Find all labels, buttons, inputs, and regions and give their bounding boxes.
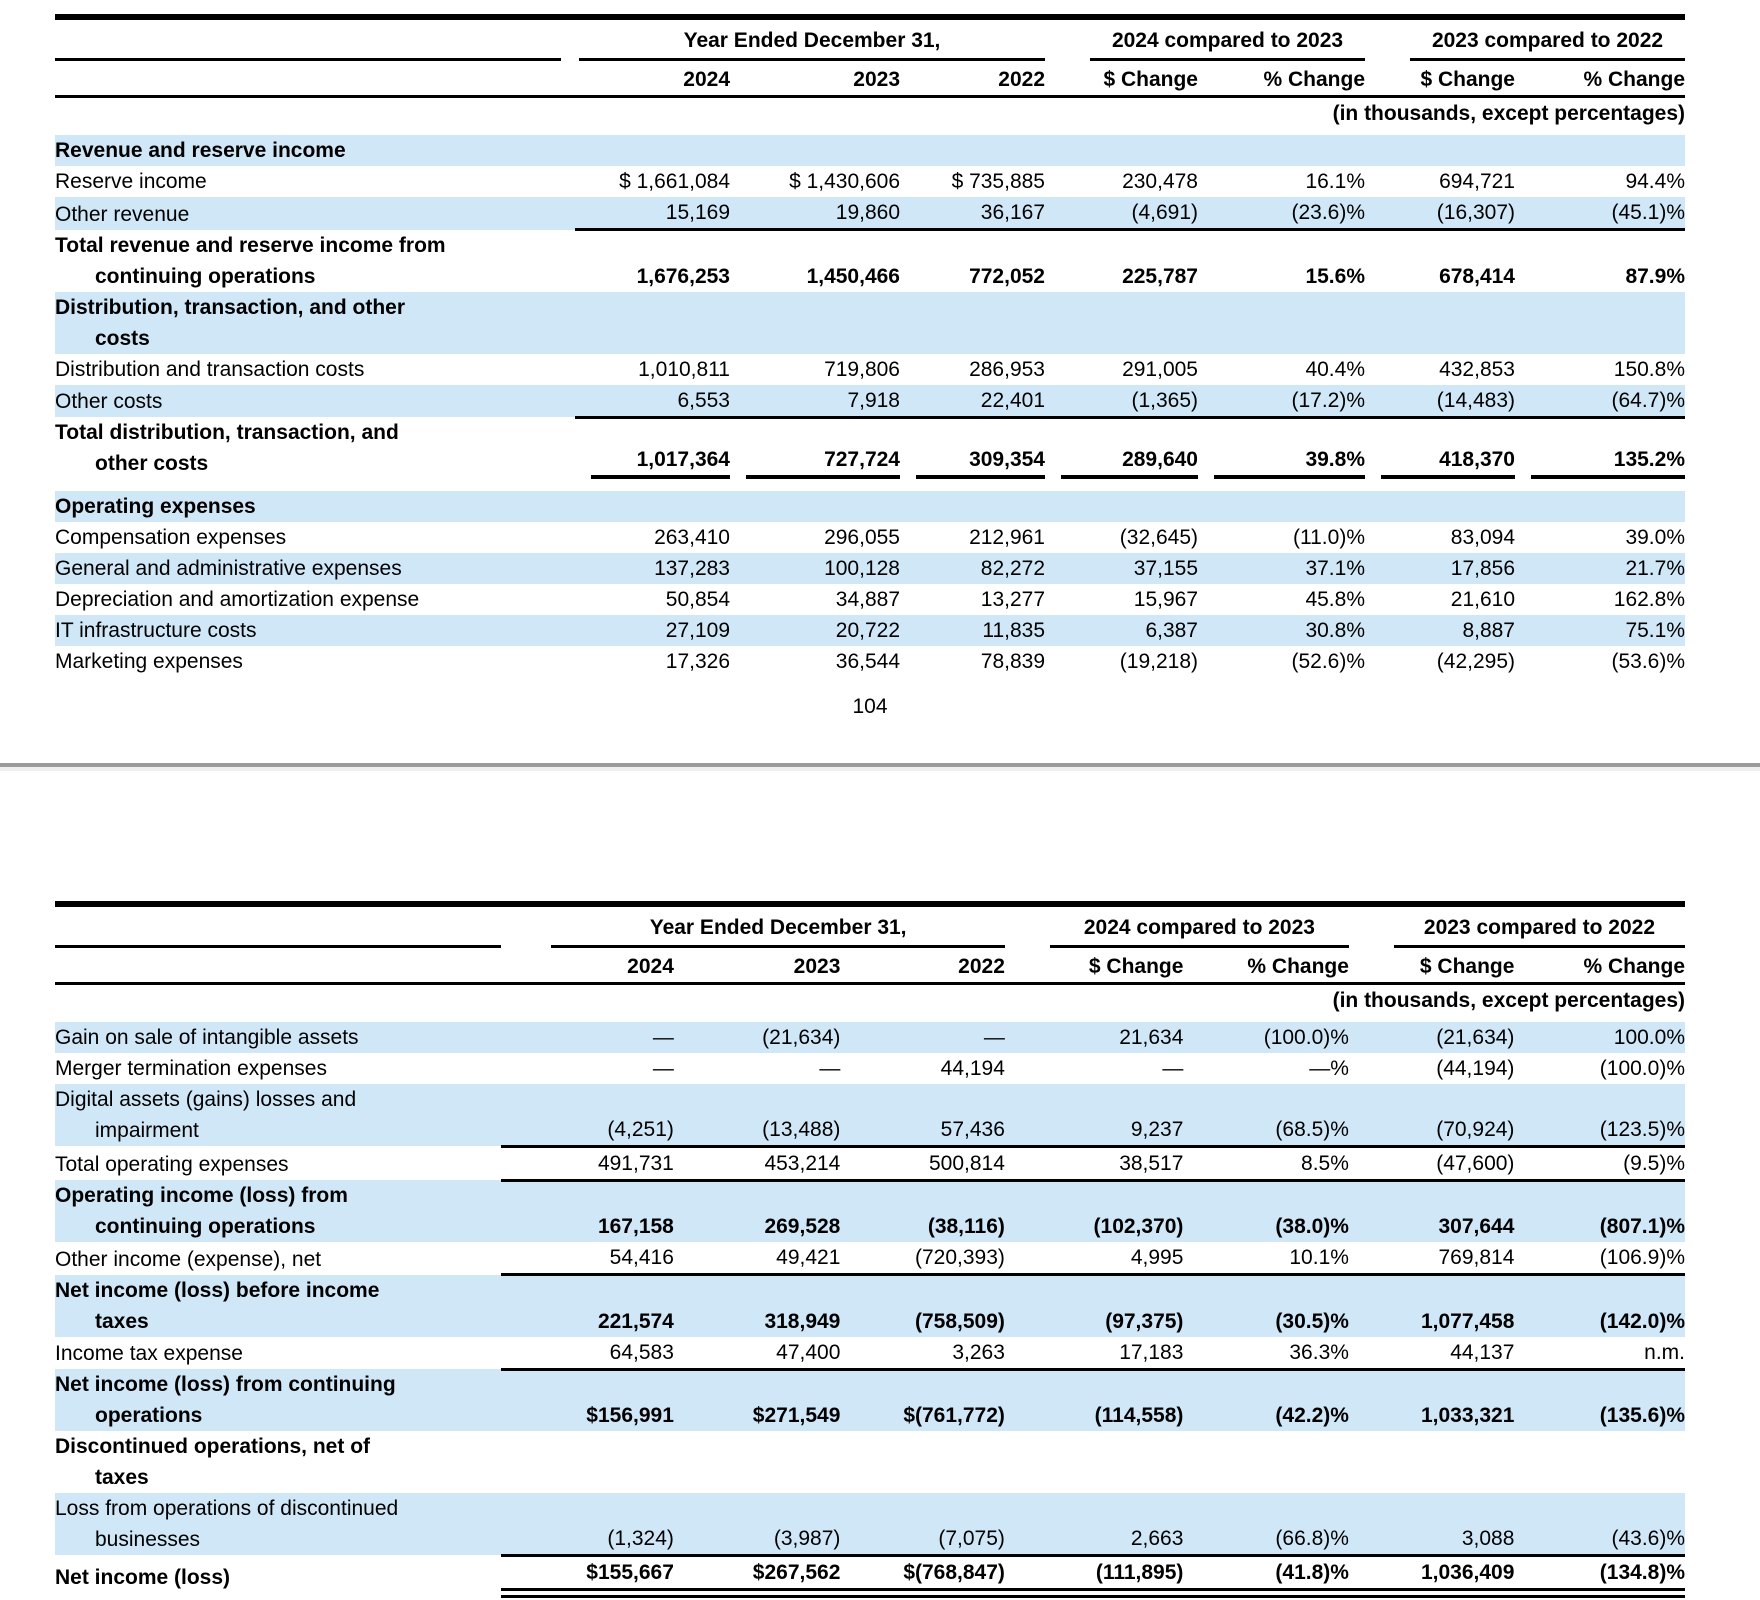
value-cell: 54,416 [501, 1242, 674, 1275]
value-cell: 20,722 [835, 619, 900, 642]
column-group-label: 2024 compared to 2023 [1090, 26, 1365, 61]
value-underlined: 1,017,364 [591, 444, 730, 479]
value-cell: (758,509) [914, 1309, 1005, 1333]
value-cell [575, 417, 730, 485]
value-cell: (142.0)% [1599, 1309, 1685, 1333]
value-cell: (14,483) [1365, 385, 1515, 418]
value-cell: (53.6)% [1611, 650, 1685, 673]
column-group-header [1045, 17, 1365, 61]
table-row [55, 1493, 1685, 1555]
table-row [55, 553, 1685, 584]
column-header: 2023 [674, 948, 841, 984]
row-label-line: Operating income (loss) from [55, 1184, 348, 1207]
value-cell: (16,307) [1365, 197, 1515, 230]
table-row [55, 354, 1685, 385]
value-cell [1198, 417, 1365, 485]
column-group-header [501, 904, 1005, 948]
value-cell: 769,814 [1349, 1242, 1515, 1275]
row-label: Distribution and transaction costs [55, 357, 365, 381]
table-row [55, 1022, 1685, 1053]
value-cell: 1,450,466 [806, 264, 900, 288]
row-label [55, 1369, 501, 1431]
column-group-row [55, 904, 1685, 948]
row-label-line: operations [95, 1404, 203, 1427]
value-cell: (134.8)% [1514, 1555, 1685, 1593]
row-label: IT infrastructure costs [55, 619, 257, 642]
value-cell: 47,400 [674, 1337, 841, 1370]
row-label: Gain on sale of intangible assets [55, 1026, 359, 1049]
value-cell: $155,667 [501, 1555, 674, 1593]
row-label-line: Distribution, transaction, and other [55, 295, 406, 319]
value-cell: 87.9% [1625, 264, 1685, 288]
value-cell: 263,410 [654, 526, 730, 549]
value-cell: 19,860 [730, 197, 900, 230]
value-cell: 94.4% [1625, 170, 1685, 193]
value-cell: 1,010,811 [638, 357, 730, 381]
table-header [55, 904, 1685, 1014]
value-cell: 57,436 [840, 1084, 1005, 1146]
table-row [55, 1053, 1685, 1084]
column-group-spacer [55, 17, 575, 61]
row-label-line: Loss from operations of discontinued [55, 1497, 399, 1520]
value-cell: (97,375) [1105, 1309, 1184, 1333]
value-cell: (102,370) [1093, 1215, 1184, 1238]
table-row [55, 1555, 1685, 1593]
income-statement-table-page2 [55, 901, 1685, 1598]
units-note: (in thousands, except percentages) [1332, 102, 1685, 125]
page-number [55, 691, 1685, 722]
row-label [55, 292, 1685, 354]
units-note: (in thousands, except percentages) [1332, 989, 1685, 1012]
column-group-label: 2023 compared to 2022 [1410, 26, 1685, 61]
row-label: Other income (expense), net [55, 1247, 322, 1271]
value-cell: (100.0)% [1263, 1026, 1349, 1049]
value-cell: 719,806 [824, 357, 900, 381]
row-label-line: businesses [95, 1528, 201, 1551]
value-cell: (45.1)% [1515, 197, 1685, 230]
column-group-label: Year Ended December 31, [579, 26, 1045, 61]
column-group-label: 2023 compared to 2022 [1394, 913, 1685, 948]
value-cell: (43.6)% [1514, 1493, 1685, 1555]
value-cell [900, 417, 1045, 485]
units-note-row [55, 984, 1685, 1015]
value-cell: (9.5)% [1514, 1146, 1685, 1180]
row-label [55, 1275, 501, 1337]
value-cell: 16.1% [1305, 170, 1365, 193]
value-cell: 296,055 [824, 526, 900, 549]
value-cell: — [819, 1057, 841, 1080]
column-header: 2023 [730, 61, 900, 97]
value-cell: 36.3% [1183, 1337, 1349, 1370]
column-group-row [55, 17, 1685, 61]
column-header: % Change [1515, 61, 1685, 97]
value-cell: 167,158 [597, 1215, 674, 1238]
table-body [55, 1014, 1685, 1593]
row-label-line: costs [95, 326, 150, 350]
table-row [55, 197, 1685, 230]
value-cell: 8.5% [1183, 1146, 1349, 1180]
value-cell: 6,553 [575, 385, 730, 418]
value-cell: 11,835 [982, 619, 1045, 642]
row-label-line: Total distribution, transaction, and [55, 421, 399, 444]
column-group-label: 2024 compared to 2023 [1050, 913, 1349, 948]
row-label: Operating expenses [55, 485, 1685, 522]
value-cell: 30.8% [1305, 619, 1365, 642]
table-row [55, 1275, 1685, 1337]
value-cell: 694,721 [1439, 170, 1515, 193]
value-cell: (1,324) [501, 1493, 674, 1555]
value-cell: (68.5)% [1183, 1084, 1349, 1146]
value-cell: 100,128 [824, 557, 900, 580]
row-label: General and administrative expenses [55, 557, 402, 580]
value-cell: 307,644 [1438, 1215, 1515, 1238]
value-cell: (21,634) [1436, 1026, 1515, 1049]
value-cell: 212,961 [969, 526, 1045, 549]
column-header: 2024 [575, 61, 730, 97]
value-cell: 38,517 [1005, 1146, 1184, 1180]
value-cell: (70,924) [1349, 1084, 1515, 1146]
value-cell: 37.1% [1305, 557, 1365, 580]
value-underlined: 418,370 [1381, 444, 1515, 479]
value-cell: (42.2)% [1275, 1404, 1349, 1427]
value-cell: 4,995 [1005, 1242, 1184, 1275]
value-cell: 78,839 [980, 650, 1045, 673]
value-cell: — [652, 1026, 674, 1049]
value-underlined: 289,640 [1061, 444, 1198, 479]
row-label-line: continuing operations [95, 1215, 316, 1238]
table-row [55, 1146, 1685, 1180]
value-cell: 64,583 [501, 1337, 674, 1370]
value-cell: (7,075) [840, 1493, 1005, 1555]
value-cell: (32,645) [1119, 526, 1198, 549]
value-cell: (13,488) [674, 1084, 841, 1146]
value-cell: 772,052 [969, 264, 1045, 288]
value-cell: 36,544 [835, 650, 900, 673]
value-cell: 2,663 [1005, 1493, 1184, 1555]
table-row [55, 1084, 1685, 1146]
value-cell: 22,401 [900, 385, 1045, 418]
value-cell: 500,814 [840, 1146, 1005, 1180]
table-row [55, 522, 1685, 553]
page-1 [0, 0, 1760, 763]
column-group-header [1349, 904, 1685, 948]
value-cell: 17,326 [665, 650, 730, 673]
value-cell: (64.7)% [1515, 385, 1685, 418]
table-header [55, 17, 1685, 127]
row-label: Other costs [55, 390, 163, 413]
value-cell: 6,387 [1145, 619, 1198, 642]
value-cell: 39.0% [1625, 526, 1685, 549]
table-row [55, 1337, 1685, 1370]
row-label: Reserve income [55, 170, 207, 193]
value-cell: (807.1)% [1599, 1215, 1685, 1238]
value-cell: 8,887 [1462, 619, 1515, 642]
value-cell: 3,263 [840, 1337, 1005, 1370]
value-cell: $ 735,885 [951, 170, 1045, 193]
column-group-header [575, 17, 1045, 61]
row-label: Revenue and reserve income [55, 139, 346, 162]
value-cell: 221,574 [597, 1309, 674, 1333]
value-cell: 40.4% [1305, 357, 1365, 381]
value-cell: 1,676,253 [636, 264, 730, 288]
table-row [55, 1369, 1685, 1431]
value-cell: 36,167 [900, 197, 1045, 230]
column-header: $ Change [1005, 948, 1184, 984]
column-group-header [1005, 904, 1349, 948]
row-label-line: Digital assets (gains) losses and [55, 1088, 357, 1111]
column-header: % Change [1183, 948, 1349, 984]
column-group-label: Year Ended December 31, [551, 913, 1005, 948]
value-cell: 49,421 [674, 1242, 841, 1275]
value-cell: $(761,772) [903, 1404, 1005, 1427]
value-cell: 17,183 [1005, 1337, 1184, 1370]
value-cell: 75.1% [1625, 619, 1685, 642]
value-cell: (4,691) [1045, 197, 1198, 230]
value-cell: 162.8% [1613, 588, 1685, 611]
column-header-row [55, 948, 1685, 984]
value-cell: (3,987) [674, 1493, 841, 1555]
row-label [55, 417, 575, 485]
value-cell: 44,137 [1349, 1337, 1515, 1370]
value-cell: 150.8% [1613, 357, 1685, 381]
section-header-row [55, 1431, 1685, 1493]
value-cell: $267,562 [674, 1555, 841, 1593]
value-cell: $156,991 [586, 1404, 674, 1427]
table-row [55, 385, 1685, 418]
value-cell: 678,414 [1439, 264, 1515, 288]
value-underlined: 135.2% [1531, 444, 1685, 479]
value-cell: (11.0)% [1293, 526, 1365, 549]
value-cell: 27,109 [665, 619, 730, 642]
value-underlined: 39.8% [1214, 444, 1365, 479]
value-cell: 491,731 [501, 1146, 674, 1180]
value-cell: 100.0% [1613, 1026, 1685, 1049]
table-row [55, 1242, 1685, 1275]
section-header-row [55, 135, 1685, 166]
value-cell: 50,854 [665, 588, 730, 611]
column-header: $ Change [1045, 61, 1198, 97]
value-cell: $271,549 [752, 1404, 841, 1427]
value-cell: 1,036,409 [1349, 1555, 1515, 1593]
table-row [55, 230, 1685, 292]
value-cell: 15,169 [575, 197, 730, 230]
value-cell: 286,953 [969, 357, 1045, 381]
row-label [55, 1493, 501, 1555]
table-body [55, 127, 1685, 677]
value-cell: (111,895) [1005, 1555, 1184, 1593]
row-label [55, 1431, 1685, 1493]
row-label-line: Net income (loss) before income [55, 1278, 380, 1302]
value-cell: 230,478 [1122, 170, 1198, 193]
value-cell: 269,528 [764, 1215, 841, 1238]
row-label-line: taxes [95, 1466, 149, 1489]
column-header: $ Change [1349, 948, 1515, 984]
units-note-row [55, 97, 1685, 128]
value-cell: 37,155 [1133, 557, 1198, 580]
value-cell: (4,251) [501, 1084, 674, 1146]
page-number-text: 104 [852, 695, 888, 718]
table-row [55, 646, 1685, 677]
column-group-header [1365, 17, 1685, 61]
value-cell [1365, 417, 1515, 485]
value-cell: 13,277 [980, 588, 1045, 611]
table-row [55, 584, 1685, 615]
row-label-line: Total revenue and reserve income from [55, 233, 446, 257]
row-label: Marketing expenses [55, 650, 243, 673]
value-cell: (41.8)% [1183, 1555, 1349, 1593]
value-cell: (44,194) [1436, 1057, 1515, 1080]
column-header: % Change [1514, 948, 1685, 984]
row-label: Compensation expenses [55, 526, 287, 549]
value-cell: 7,918 [730, 385, 900, 418]
column-header: $ Change [1365, 61, 1515, 97]
value-cell: — [652, 1057, 674, 1080]
column-header-spacer [55, 61, 575, 97]
column-header: 2024 [501, 948, 674, 984]
value-cell: (720,393) [840, 1242, 1005, 1275]
value-cell: (123.5)% [1514, 1084, 1685, 1146]
value-underlined: 309,354 [916, 444, 1045, 479]
value-cell: 9,237 [1005, 1084, 1184, 1146]
column-header-spacer [55, 948, 501, 984]
value-cell: 21,610 [1450, 588, 1515, 611]
row-label: Income tax expense [55, 1342, 243, 1365]
value-cell: 17,856 [1450, 557, 1515, 580]
value-cell: (114,558) [1094, 1404, 1184, 1427]
value-cell: 225,787 [1122, 264, 1198, 288]
value-cell [730, 417, 900, 485]
value-cell: (42,295) [1436, 650, 1515, 673]
value-cell: 291,005 [1122, 357, 1198, 381]
column-header: 2022 [840, 948, 1005, 984]
value-cell: 10.1% [1183, 1242, 1349, 1275]
value-cell: 432,853 [1439, 357, 1515, 381]
value-cell: (17.2)% [1198, 385, 1365, 418]
row-label [55, 1180, 501, 1242]
column-group-spacer [55, 904, 501, 948]
row-label: Depreciation and amortization expense [55, 588, 420, 611]
value-cell: (100.0)% [1599, 1057, 1685, 1080]
value-cell: 21.7% [1625, 557, 1685, 580]
section-header-row [55, 292, 1685, 354]
row-label-line: continuing operations [95, 264, 316, 288]
value-cell: (21,634) [762, 1026, 841, 1049]
row-label-line: Net income (loss) from continuing [55, 1373, 396, 1396]
row-label: Other revenue [55, 202, 190, 226]
page-break-divider [0, 763, 1760, 771]
column-header: % Change [1198, 61, 1365, 97]
value-cell: $(768,847) [840, 1555, 1005, 1593]
value-cell: 137,283 [654, 557, 730, 580]
value-cell: 453,214 [674, 1146, 841, 1180]
value-cell: 15,967 [1133, 588, 1198, 611]
value-cell: (19,218) [1119, 650, 1198, 673]
value-cell: $ 1,430,606 [789, 170, 900, 193]
column-header: 2022 [900, 61, 1045, 97]
value-cell: — [983, 1026, 1005, 1049]
row-label: Total operating expenses [55, 1153, 289, 1176]
value-cell: (135.6)% [1599, 1404, 1685, 1427]
value-cell: 15.6% [1305, 264, 1365, 288]
value-cell: n.m. [1514, 1337, 1685, 1370]
table-row [55, 1180, 1685, 1242]
value-cell: 45.8% [1305, 588, 1365, 611]
value-cell: $ 1,661,084 [619, 170, 730, 193]
page-2 [0, 771, 1760, 1598]
table-row [55, 417, 1685, 485]
value-cell: 83,094 [1450, 526, 1515, 549]
value-cell: (23.6)% [1198, 197, 1365, 230]
value-cell: (66.8)% [1183, 1493, 1349, 1555]
section-header-row [55, 485, 1685, 522]
row-label-line: impairment [95, 1119, 199, 1142]
value-cell: 1,077,458 [1420, 1309, 1515, 1333]
value-cell: 34,887 [835, 588, 900, 611]
value-cell: 21,634 [1119, 1026, 1184, 1049]
value-cell: —% [1309, 1057, 1349, 1080]
table-row [55, 166, 1685, 197]
table-row [55, 615, 1685, 646]
value-cell: (106.9)% [1514, 1242, 1685, 1275]
value-cell: (30.5)% [1275, 1309, 1349, 1333]
value-cell [1515, 417, 1685, 485]
value-underlined: 727,724 [746, 444, 900, 479]
value-cell: (38,116) [927, 1215, 1005, 1238]
value-cell: (52.6)% [1291, 650, 1365, 673]
value-cell: 318,949 [764, 1309, 841, 1333]
value-cell: 1,033,321 [1420, 1404, 1515, 1427]
row-label: Merger termination expenses [55, 1057, 327, 1080]
row-label-line: Discontinued operations, net of [55, 1435, 371, 1458]
value-cell: 44,194 [940, 1057, 1005, 1080]
row-label-line: other costs [95, 452, 209, 475]
value-cell: — [1162, 1057, 1184, 1080]
row-label [55, 230, 575, 292]
column-header-row [55, 61, 1685, 97]
row-label-line: taxes [95, 1309, 149, 1333]
income-statement-table-page1 [55, 14, 1685, 677]
value-cell: (1,365) [1045, 385, 1198, 418]
value-cell: 3,088 [1349, 1493, 1515, 1555]
value-cell: (47,600) [1349, 1146, 1515, 1180]
value-cell [1045, 417, 1198, 485]
value-cell: 82,272 [980, 557, 1045, 580]
row-label: Net income (loss) [55, 1565, 231, 1589]
row-label [55, 1084, 501, 1146]
value-cell: (38.0)% [1275, 1215, 1349, 1238]
